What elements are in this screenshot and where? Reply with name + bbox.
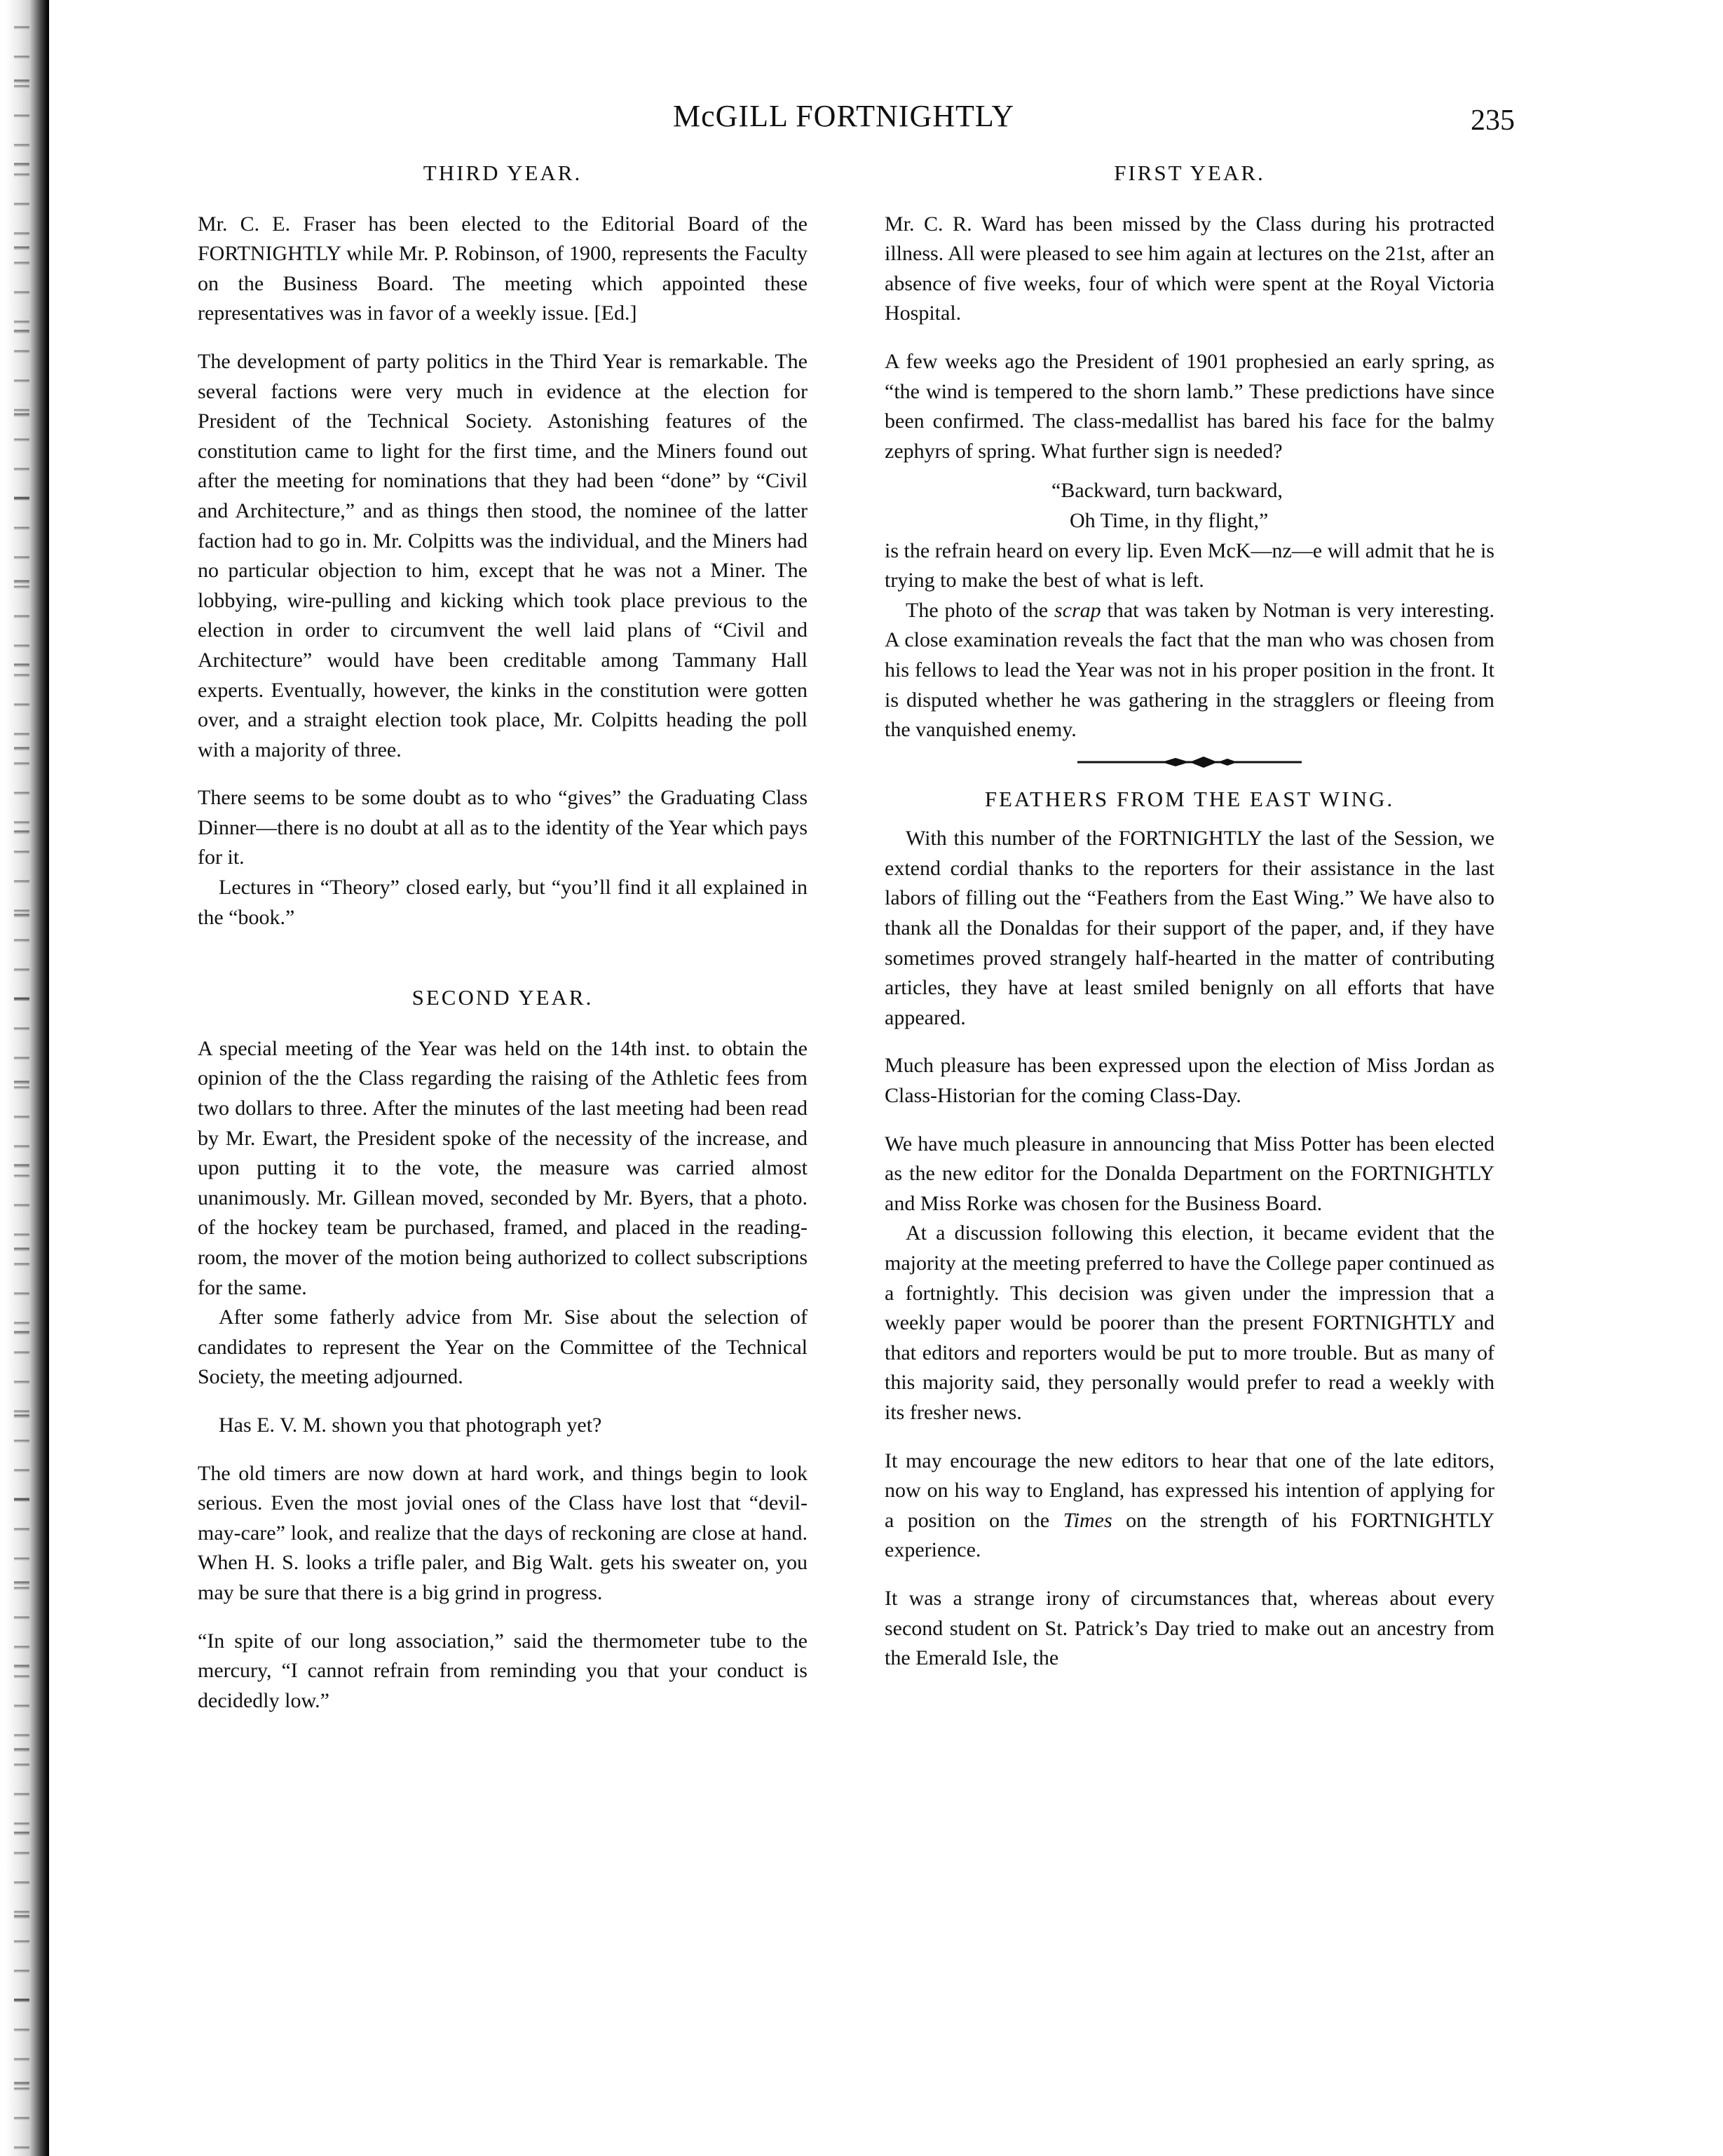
- right-column: [885, 158, 1494, 1674]
- feathers-paragraph-5-start: It may encourage the new editors to hear that one of the late editors, now on his way to England, has expressed his intention of applying for a position on the: [885, 1449, 1494, 1532]
- first-year-paragraph-3: is the refrain heard on every lip. Even McK—nz—e will admit that he is trying to make the best of what is left.: [885, 538, 1494, 592]
- feathers-paragraph-6: It was a strange irony of circumstances that, whereas about every second student on St. Patrick’s Day tried to make out an ancestry from the Emerald Isle, the: [885, 1586, 1494, 1670]
- feathers-paragraph-3: We have much pleasure in announcing that Miss Potter has been elected as the new editor for the Donalda Department on the FORTNIGHTLY and Miss Rorke was chosen for the Business Board.: [885, 1132, 1494, 1215]
- first-year-paragraph-4-italic-word: scrap: [1054, 598, 1101, 622]
- feathers-paragraph-1: With this number of the FORTNIGHTLY the last of the Session, we extend cordial thanks to the reporters for their assistance in the last labors of filling out the “Feathers from the East Wing.” We have also to thank all the Donaldas for their support of the paper, and, if they have sometimes proved strangely half-hearted in the matter of contributing articles, they have at least smiled benignly on all efforts that have appeared.: [885, 827, 1494, 1029]
- quoted-verse: [885, 476, 1494, 536]
- page-header-title: McGILL FORTNIGHTLY: [673, 99, 1015, 133]
- first-year-paragraph-1: Mr. C. R. Ward has been missed by the Class during his protracted illness. All were pleased to see him again at lectures on the 21st, after an absence of five weeks, four of which were spent at the Royal Victoria Hospital.: [885, 212, 1494, 325]
- feathers-paragraph-5-end: on the strength of his FORTNIGHTLY experience.: [885, 1508, 1495, 1562]
- section-heading-first-year: FIRST YEAR.: [1114, 161, 1265, 185]
- second-year-paragraph-3: Has E. V. M. shown you that photograph yet?: [219, 1413, 602, 1437]
- third-year-paragraph-1: Mr. C. E. Fraser has been elected to the Editorial Board of the FORTNIGHTLY while Mr. P. Robinson, of 1900, represents the Faculty on the Business Board. The meeting which appointed these representatives was in favor of a weekly issue. [Ed.]: [198, 212, 808, 325]
- first-year-paragraph-2: A few weeks ago the President of 1901 prophesied an early spring, as “the wind is tempered to the shorn lamb.” These predictions have since been confirmed. The class-medallist has bared his face for the balmy zephyrs of spring. What further sign is needed?: [885, 349, 1494, 463]
- feathers-paragraph-5-italic-word: Times: [1063, 1508, 1112, 1532]
- third-year-paragraph-4: Lectures in “Theory” closed early, but “you’ll find it all explained in the “book.”: [198, 876, 808, 929]
- third-year-paragraph-2: The development of party politics in the Third Year is remarkable. The several factions were very much in evidence at the election for President of the Technical Society. Astonishing features of the constitution came to light for the first time, and the Miners found out after the meeting for nominations that they had been “done” by “Civil and Architecture,” and as things then stood, the nominee of the latter faction had to go in. Mr. Colpitts was the individual, and the Miners had no particular objection to him, except that he was not a Miner. The lobbying, wire-pulling and kicking which took place previous to the election in order to circumvent the well laid plans of “Civil and Architecture” would have been creditable among Tammany Hall experts. Eventually, however, the kinks in the constitution were gotten over, and a straight election took place, Mr. Colpitts heading the poll with a majority of three.: [198, 349, 808, 761]
- verse-line-1: “Backward, turn backward,: [1051, 479, 1283, 503]
- third-year-paragraph-3: There seems to be some doubt as to who “gives” the Graduating Class Dinner—there is no doubt at all as to the identity of the Year which pays for it.: [198, 786, 808, 869]
- section-heading-third-year: THIRD YEAR.: [423, 161, 583, 185]
- section-heading-second-year: SECOND YEAR.: [411, 985, 594, 1010]
- section-heading-feathers: FEATHERS FROM THE EAST WING.: [984, 786, 1395, 811]
- second-year-paragraph-4: The old timers are now down at hard work, and things begin to look serious. Even the most jovial ones of the Class have lost that “devil-may-care” look, and realize that the days of reckoning are close at hand. When H. S. looks a trifle paler, and Big Walt. gets his sweater on, you may be sure that there is a big grind in progress.: [198, 1461, 808, 1604]
- left-column: [198, 158, 808, 1716]
- second-year-paragraph-2: After some fatherly advice from Mr. Sise about the selection of candidates to represent the Year on the Committee of the Technical Society, the meeting adjourned.: [198, 1306, 808, 1389]
- feathers-paragraph-4: At a discussion following this election, it became evident that the majority at the meeting preferred to have the College paper continued as a fortnightly. This decision was given under the impression that a weekly paper would be poorer than the present FORTNIGHTLY and that editors and reporters would be put to more trouble. But as many of this majority said, they personally would prefer to read a weekly with its fresher news.: [885, 1221, 1494, 1424]
- binding-scan-specks: [14, 0, 29, 2156]
- feathers-paragraph-5: [885, 1446, 1494, 1566]
- first-year-paragraph-4-start: The photo of the: [906, 598, 1049, 622]
- first-year-paragraph-4: [885, 596, 1494, 745]
- verse-line-2: Oh Time, in thy flight,”: [1070, 508, 1269, 532]
- feathers-paragraph-2: Much pleasure has been expressed upon the election of Miss Jordan as Class-Historian for the coming Class-Day.: [885, 1054, 1494, 1108]
- second-year-paragraph-1: A special meeting of the Year was held on the 14th inst. to obtain the opinion of the the Class regarding the raising of the Athletic fees from two dollars to three. After the minutes of the last meeting had been read by Mr. Ewart, the President spoke of the necessity of the increase, and upon putting it to the vote, the measure was carried almost unanimously. Mr. Gillean moved, seconded by Mr. Byers, that a photo. of the hockey team be purchased, framed, and placed in the reading-room, the mover of the motion being authorized to collect subscriptions for the same.: [198, 1036, 808, 1299]
- first-year-paragraph-4-end: that was taken by Notman is very interesting. A close examination reveals the fact that the man who was chosen from his fellows to lead the Year was not in his proper position in the front. It is disputed whether he was gathering in the stragglers or fleeing from the vanquished enemy.: [885, 598, 1495, 742]
- ornamental-divider: [1077, 754, 1302, 771]
- page-number: 235: [1471, 104, 1515, 137]
- second-year-paragraph-5: “In spite of our long association,” said the thermometer tube to the mercury, “I cannot refrain from reminding you that your conduct is decidedly low.”: [198, 1629, 808, 1712]
